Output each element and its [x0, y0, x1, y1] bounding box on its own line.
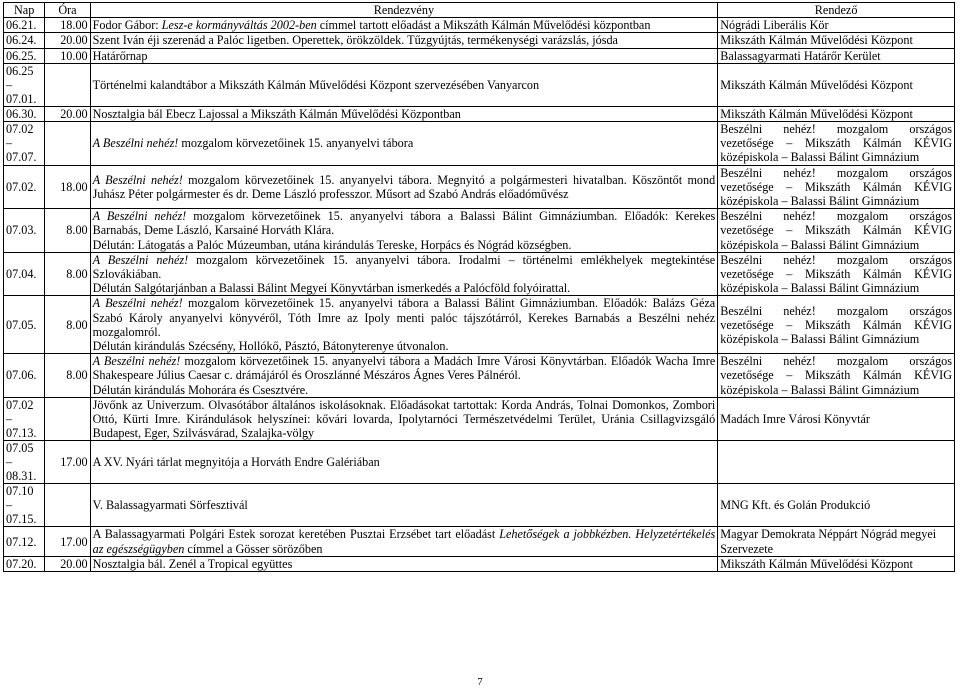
cell-event: Nosztalgia bál Ebecz Lajossal a Mikszáth Kálmán Művelődési Központban	[90, 106, 718, 121]
table-row	[4, 33, 955, 48]
table-row	[4, 354, 955, 398]
cell-ora: 8.00	[45, 354, 90, 398]
cell-nap: 06.25.	[4, 48, 45, 63]
cell-event	[90, 122, 718, 166]
cell-nap: 07.05 – 08.31.	[4, 441, 45, 484]
cell-nap: 07.03.	[4, 209, 45, 253]
cell-event	[90, 18, 718, 33]
event-text: mozgalom körvezetőinek 15. anyanyelvi tábora. Irodalmi – történelmi emlékhelyek megtekintése Szlovákiában.	[92, 252, 716, 282]
cell-event	[90, 252, 718, 296]
cell-nap: 07.20.	[4, 556, 45, 571]
cell-event: V. Balassagyarmati Sörfesztivál	[90, 484, 718, 527]
table-row	[4, 209, 955, 253]
cell-ora	[45, 397, 90, 441]
cell-organizer: Mikszáth Kálmán Művelődési Központ	[718, 106, 955, 121]
cell-organizer: Mikszáth Kálmán Művelődési Központ	[718, 556, 955, 571]
events-table	[3, 2, 955, 572]
header-row	[4, 3, 955, 18]
cell-nap: 07.05.	[4, 296, 45, 354]
table-row	[4, 63, 955, 106]
event-italic: A Beszélni nehéz!	[92, 172, 183, 187]
cell-event	[90, 209, 718, 253]
cell-organizer: Beszélni nehéz! mozgalom országos vezetősége – Mikszáth Kálmán KÉVIG középiskola – Balassi Bálint Gimnázium	[718, 252, 955, 296]
table-row	[4, 106, 955, 121]
cell-event: Határőrnap	[90, 48, 718, 63]
cell-ora: 20.00	[45, 33, 90, 48]
header-rendezveny: Rendezvény	[90, 3, 718, 18]
cell-ora	[45, 484, 90, 527]
cell-organizer: MNG Kft. és Golán Produkció	[718, 484, 955, 527]
header-nap: Nap	[4, 3, 45, 18]
cell-nap: 06.24.	[4, 33, 45, 48]
cell-ora: 18.00	[45, 165, 90, 209]
cell-ora	[45, 122, 90, 166]
cell-nap: 07.04.	[4, 252, 45, 296]
cell-nap: 06.21.	[4, 18, 45, 33]
table-row	[4, 527, 955, 556]
table-row	[4, 397, 955, 441]
cell-ora: 8.00	[45, 252, 90, 296]
table-row	[4, 18, 955, 33]
cell-nap: 07.06.	[4, 354, 45, 398]
table-row	[4, 441, 955, 484]
event-italic: A Beszélni nehéz!	[92, 354, 181, 369]
cell-organizer: Beszélni nehéz! mozgalom országos vezetősége – Mikszáth Kálmán KÉVIG középiskola – Balassi Bálint Gimnázium	[718, 209, 955, 253]
cell-event: Történelmi kalandtábor a Mikszáth Kálmán Művelődési Központ szervezésében Vanyarcon	[90, 63, 718, 106]
cell-nap: 06.25 – 07.01.	[4, 63, 45, 106]
cell-organizer: Mikszáth Kálmán Művelődési Központ	[718, 63, 955, 106]
event-italic: A Beszélni nehéz!	[92, 209, 187, 224]
table-row	[4, 252, 955, 296]
event-text: mozgalom körvezetőinek 15. anyanyelvi tábora a Balassi Bálint Gimnáziumban. Előadók: Balázs Géza Szabó Károly anyanyelvi könyvéről, Tóth Imre az Ipoly menti palóc tájszótárról, Kerekes Barnabás a Beszélni nehéz mozgalomról.	[92, 296, 716, 339]
event-line2: Délután: Látogatás a Palóc Múzeumban, utána kirándulás Tereske, Horpács és Nógrád községben.	[92, 237, 572, 252]
cell-organizer: Beszélni nehéz! mozgalom országos vezetősége – Mikszáth Kálmán KÉVIG középiskola – Balassi Bálint Gimnázium	[718, 165, 955, 209]
cell-ora: 20.00	[45, 106, 90, 121]
cell-organizer: Mikszáth Kálmán Művelődési Központ	[718, 33, 955, 48]
table-row	[4, 165, 955, 209]
cell-ora: 8.00	[45, 209, 90, 253]
cell-event: A XV. Nyári tárlat megnyitója a Horváth Endre Galériában	[90, 441, 718, 484]
event-italic: Helyzetértékelés az egészségügyben	[92, 527, 716, 556]
cell-event: Szent Iván éji szerenád a Palóc ligetben. Operettek, örökzöldek. Tűzgyújtás, termékenységi varázslás, jósda	[90, 33, 718, 48]
cell-event	[90, 165, 718, 209]
cell-organizer: Beszélni nehéz! mozgalom országos vezetősége – Mikszáth Kálmán KÉVIG középiskola – Balassi Bálint Gimnázium	[718, 296, 955, 354]
header-ora: Óra	[45, 3, 90, 18]
table-row	[4, 484, 955, 527]
cell-event	[90, 354, 718, 398]
cell-organizer: Beszélni nehéz! mozgalom országos vezetősége – Mikszáth Kálmán KÉVIG középiskola – Balassi Bálint Gimnázium	[718, 122, 955, 166]
cell-event: Nosztalgia bál. Zenél a Tropical együttes	[90, 556, 718, 571]
cell-nap: 07.02.	[4, 165, 45, 209]
event-italic: A Beszélni nehéz!	[92, 136, 179, 151]
event-italic: Lesz-e kormányváltás 2002-ben	[161, 18, 317, 33]
cell-nap: 06.30.	[4, 106, 45, 121]
cell-ora: 20.00	[45, 556, 90, 571]
event-text: címmel a Gösser sörözőben	[184, 541, 323, 556]
cell-organizer: Nógrádi Liberális Kör	[718, 18, 955, 33]
cell-ora: 8.00	[45, 296, 90, 354]
table-row	[4, 48, 955, 63]
table-row	[4, 296, 955, 354]
cell-ora: 17.00	[45, 441, 90, 484]
header-rendezo: Rendező	[718, 3, 955, 18]
cell-organizer	[718, 441, 955, 484]
cell-nap: 07.02 – 07.07.	[4, 122, 45, 166]
cell-event	[90, 527, 718, 556]
cell-organizer: Madách Imre Városi Könyvtár	[718, 397, 955, 441]
cell-organizer: Balassagyarmati Határőr Kerület	[718, 48, 955, 63]
cell-event: Jövőnk az Univerzum. Olvasótábor általános iskolásoknak. Előadásokat tartottak: Korda András, Tolnai Domonkos, Zombori Ottó, Kürti Imre. Kirándulások helyszínei: kővári lovarda, Ipolytarnóci Természetvédelmi Terület, Uránia Csillagvizsgáló Budapest, Eger, Szilvásvárad, Szalajka-völgy	[90, 397, 718, 441]
event-text: mozgalom körvezetőinek 15. anyanyelvi tábora a Madách Imre Városi Könyvtárban. Előadók Wacha Imre Shakespeare Július Caesar c. drámájáról és Oroszlánné Mészáros Ágnes Veres Pálnéról.	[92, 354, 716, 383]
table-row	[4, 122, 955, 166]
cell-ora: 18.00	[45, 18, 90, 33]
cell-nap: 07.10 – 07.15.	[4, 484, 45, 527]
cell-nap: 07.02 – 07.13.	[4, 397, 45, 441]
page-number: 7	[477, 676, 483, 688]
event-text: címmel tartott előadást a Mikszáth Kálmán Művelődési központban	[316, 18, 651, 33]
event-italic: Lehetőségek a jobbkézben.	[499, 527, 632, 542]
cell-organizer: Magyar Demokrata Néppárt Nógrád megyei Szervezete	[718, 527, 955, 556]
cell-ora: 17.00	[45, 527, 90, 556]
cell-ora	[45, 63, 90, 106]
event-line2: Délután kirándulás Mohorára és Csesztvére.	[92, 382, 309, 397]
event-text: mozgalom körvezetőinek 15. anyanyelvi tábora	[178, 136, 414, 151]
cell-organizer: Beszélni nehéz! mozgalom országos vezetősége – Mikszáth Kálmán KÉVIG középiskola – Balassi Bálint Gimnázium	[718, 354, 955, 398]
event-italic: A Beszélni nehéz!	[92, 252, 189, 267]
event-text: mozgalom körvezetőinek 15. anyanyelvi tábora. Megnyitó a polgármesteri hivatalban. Köszöntőt mond Juhász Péter polgármester és dr. Deme László professzor. Műsort ad Szabó András előadóművész	[92, 172, 716, 201]
cell-event	[90, 296, 718, 354]
event-text: Fodor Gábor:	[92, 18, 162, 33]
event-line2: Délután kirándulás Szécsény, Hollókő, Pásztó, Bátonyterenye útvonalon.	[92, 339, 449, 354]
table-row	[4, 556, 955, 571]
cell-nap: 07.12.	[4, 527, 45, 556]
event-text: A Balassagyarmati Polgári Estek sorozat keretében Pusztai Erzsébet tart előadást	[92, 527, 500, 542]
event-line2: Délután Salgótarjánban a Balassi Bálint Megyei Könyvtárban ismerkedés a Palócföld folyóirattal.	[92, 281, 571, 296]
cell-ora: 10.00	[45, 48, 90, 63]
event-text: mozgalom körvezetőinek 15. anyanyelvi tábora a Balassi Bálint Gimnáziumban. Előadók: Kerekes Barnabás, Deme László, Karsainé Horváth Klára.	[92, 209, 716, 238]
event-italic: A Beszélni nehéz!	[92, 296, 183, 311]
